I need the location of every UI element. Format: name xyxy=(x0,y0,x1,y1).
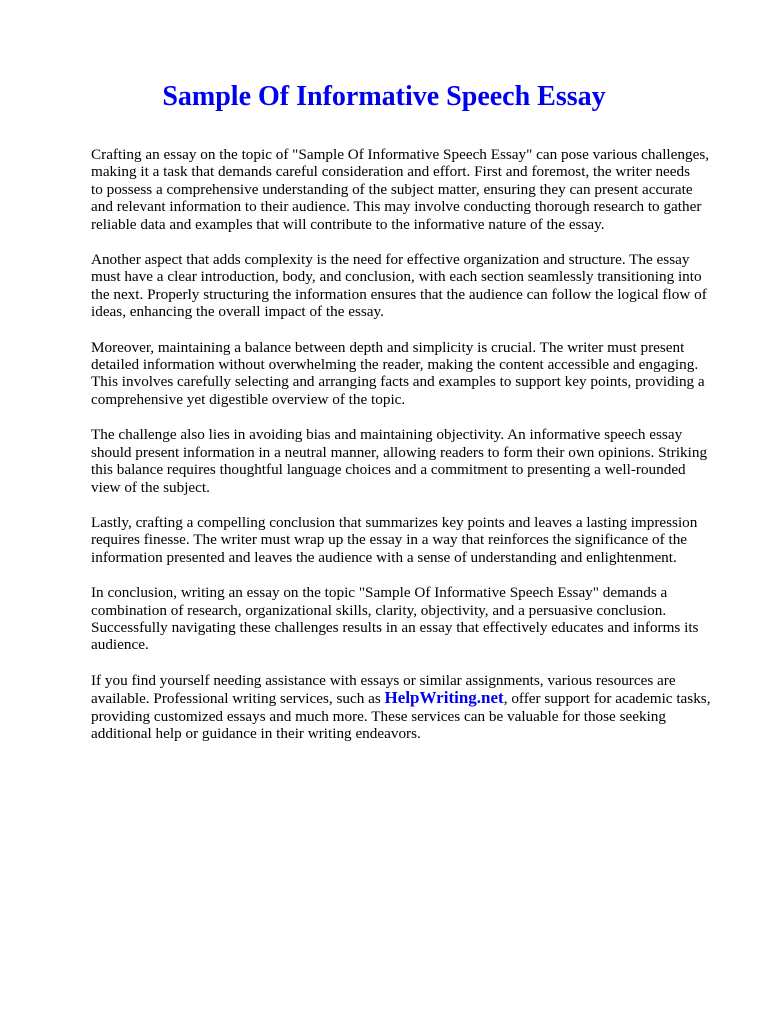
paragraph-organization: Another aspect that adds complexity is the need for effective organization and structure. The essay must have a clear introduction, body, and conclusion, with each section seamlessly transitioning into the next. Properly structuring the information ensures that the audience can follow the logical flow of ideas, enhancing the overall impact of the essay. xyxy=(91,251,707,321)
page-title: Sample Of Informative Speech Essay xyxy=(162,81,606,112)
paragraph-objectivity: The challenge also lies in avoiding bias and maintaining objectivity. An informative speech essay should present information in a neutral manner, allowing readers to form their own opinions. Striking this balance requires thoughtful language choices and a commitment to presenting a well-rounded view of the subject. xyxy=(91,426,708,496)
paragraph-in-conclusion: In conclusion, writing an essay on the topic "Sample Of Informative Speech Essay" demands a combination of research, organizational skills, clarity, objectivity, and a persuasive conclusion. Successfully navigating these challenges results in an essay that effectively educates and informs its audience. xyxy=(91,584,699,654)
assistance-text-before: If you find yourself needing assistance with essays or similar assignments, various resources are available. Professional writing services, such as xyxy=(91,671,676,708)
paragraph-balance: Moreover, maintaining a balance between depth and simplicity is crucial. The writer must present detailed information without overwhelming the reader, making the content accessible and engaging. This involves carefully selecting and arranging facts and examples to support key points, providing a comprehensive yet digestible overview of the topic. xyxy=(91,338,705,408)
paragraph-conclusion-craft: Lastly, crafting a compelling conclusion that summarizes key points and leaves a lasting impression requires finesse. The writer must wrap up the essay in a way that reinforces the significance of the information presented and leaves the audience with a sense of understanding and enlightenment. xyxy=(91,513,698,566)
essay-body xyxy=(91,146,731,760)
helpwriting-link[interactable]: HelpWriting.net xyxy=(384,688,504,708)
assistance-text-after: , offer support for academic tasks, providing customized essays and much more. These services can be valuable for those seeking additional help or guidance in their writing endeavors. xyxy=(91,690,711,742)
paragraph-assistance xyxy=(91,672,731,743)
paragraph-intro: Crafting an essay on the topic of "Sample Of Informative Speech Essay" can pose various challenges, making it a task that demands careful consideration and effort. First and foremost, the writer needs to possess a comprehensive understanding of the subject matter, ensuring they can present accurate and relevant information to their audience. This may involve conducting thorough research to gather reliable data and examples that will contribute to the informative nature of the essay. xyxy=(91,146,710,233)
